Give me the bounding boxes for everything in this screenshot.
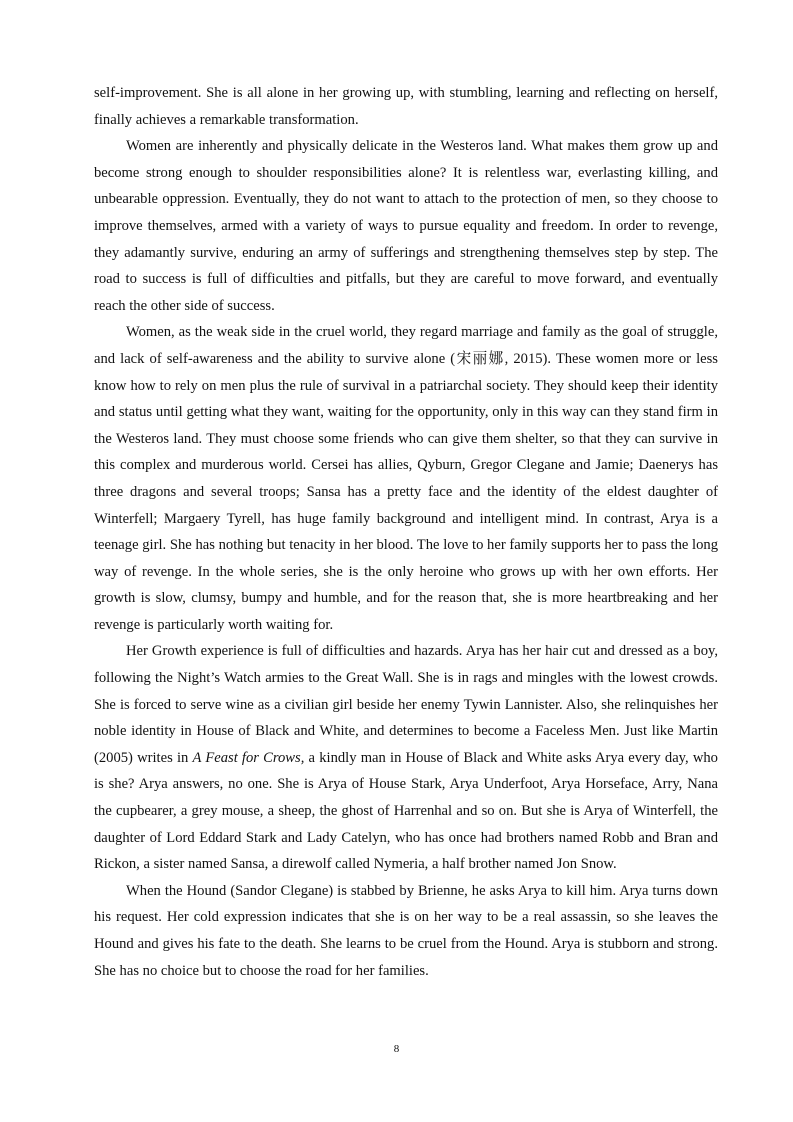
- paragraph-women-westeros: Women are inherently and physically delicate in the Westeros land. What makes them grow up and become strong enough to shoulder responsibilities alone? It is relentless war, everlasting killing, and unbearable oppression. Eventually, they do not want to attach to the protection of men, so they choose to improve themselves, armed with a variety of ways to pursue equality and freedom. In order to revenge, they adamantly survive, enduring an army of sufferings and strengthening themselves step by step. The road to success is full of difficulties and pitfalls, but they are careful to move forward, and eventually reach the other side of success.: [94, 138, 718, 314]
- paragraph-the-hound: When the Hound (Sandor Clegane) is stabbed by Brienne, he asks Arya to kill him. Arya turns down his request. Her cold expression indicates that she is on her way to be a real assassin, so she leaves the Hound and gives his fate to the death. She learns to be cruel from the Hound. Arya is stubborn and strong. She has no choice but to choose the road for her families.: [94, 882, 718, 979]
- paragraph-women-weak-side: Women, as the weak side in the cruel world, they regard marriage and family as the goal of struggle, and lack of self-awareness and the ability to survive alone (宋丽娜, 2015). These women more or less know how to rely on men plus the rule of survival in a patriarchal society. They should keep their identity and status until getting what they want, waiting for the opportunity, only in this way can they stand firm in the Westeros land. They must choose some friends who can give them shelter, so that they can survive in this complex and murderous world. Cersei has allies, Qyburn, Gregor Clegane and Jamie; Daenerys has three dragons and several troops; Sansa has a pretty face and the identity of the eldest daughter of Winterfell; Margaery Tyrell, has huge family background and intelligent mind. In contrast, Arya is a teenage girl. She has nothing but tenacity in her blood. The love to her family supports her to pass the long way of revenge. In the whole series, she is the only heroine who grows up with her own efforts. Her growth is slow, clumsy, bumpy and humble, and for the reason that, she is more heartbreaking and her revenge is particularly worth waiting for.: [94, 324, 718, 633]
- growth-text-part-1: Her Growth experience is full of difficulties and hazards. Arya has her hair cut and dressed as a boy, following the Night’s Watch armies to the Great Wall. She is in rags and mingles with the lowest crowds. She is forced to serve wine as a civilian girl beside her enemy Tywin Lannister. Also, she relinquishes her noble identity in House of Black and White, and determines to become a Faceless Men. Just like Martin (2005) writes in: [94, 643, 718, 766]
- book-title-italic: A Feast for Crows,: [192, 749, 305, 766]
- page-number: 8: [393, 1043, 400, 1055]
- paragraph-growth-experience: [94, 638, 718, 877]
- growth-text-part-2: a kindly man in House of Black and White asks Arya every day, who is she? Arya answers, no one. She is Arya of House Stark, Arya Underfoot, Arya Horseface, Arry, Nana the cupbearer, a grey mouse, a sheep, the ghost of Harrenhal and so on. But she is Arya of Winterfell, the daughter of Lord Eddard Stark and Lady Catelyn, who has once had brothers named Robb and Bran and Rickon, a sister named Sansa, a direwolf called Nymeria, a half brother named Jon Snow.: [94, 749, 718, 873]
- body-text: [94, 80, 718, 984]
- paragraph-continuation: self-improvement. She is all alone in her growing up, with stumbling, learning and reflecting on herself, finally achieves a remarkable transformation.: [94, 85, 718, 128]
